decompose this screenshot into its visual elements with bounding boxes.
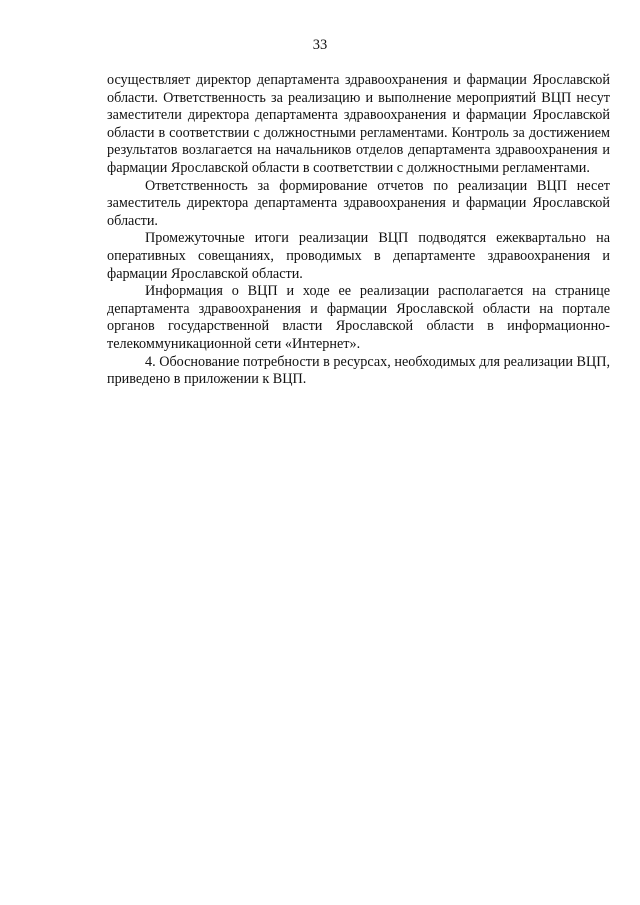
paragraph-reporting-responsibility: Ответственность за формирование отчетов по реализации ВЦП несет заместитель директора департамента здравоохранения и фармации Ярославской области. [107, 177, 610, 229]
paragraph-interim-results: Промежуточные итоги реализации ВЦП подводятся ежеквартально на оперативных совещаниях, проводимых в департаменте здравоохранения и фармации Ярославской области. [107, 230, 610, 282]
page-number: 33 [312, 37, 328, 53]
document-body [107, 72, 610, 389]
paragraph-information-placement: Информация о ВЦП и ходе ее реализации располагается на странице департамента здравоохранения и фармации Ярославской области на портале органов государственной власти Ярославской области в информационно-телекоммуникационной сети «Интернет». [107, 283, 610, 352]
paragraph-continuation: осуществляет директор департамента здравоохранения и фармации Ярославской области. Ответственность за реализацию и выполнение мероприятий ВЦП несут заместители директора департамента здравоохранения и фармации Ярославской области в соответствии с должностными регламентами. Контроль за достижением результатов возлагается на начальников отделов департамента здравоохранения и фармации Ярославской области в соответствии с должностными регламентами. [107, 72, 610, 176]
paragraph-resource-justification: 4. Обоснование потребности в ресурсах, необходимых для реализации ВЦП, приведено в приложении к ВЦП. [107, 353, 610, 388]
